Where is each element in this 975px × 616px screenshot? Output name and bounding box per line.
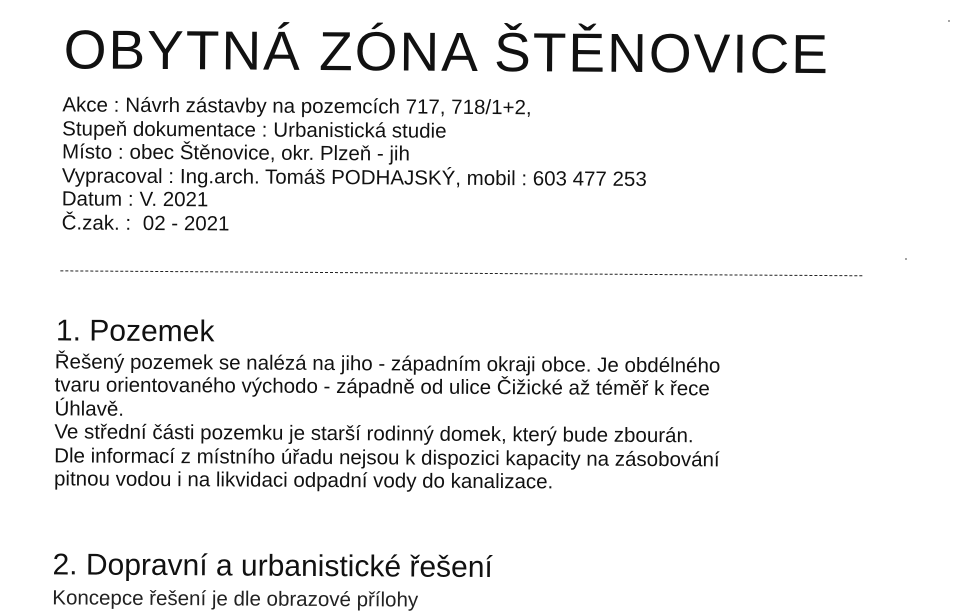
- paragraph-line: Řešený pozemek se nalézá na jiho - západním okraji obce. Je obdélného: [54, 350, 721, 378]
- scan-speck: [905, 258, 907, 260]
- section-body-plot: [54, 350, 875, 495]
- meta-label: Akce :: [62, 93, 120, 117]
- paragraph-line: pitnou vodou i na likvidaci odpadní vody do kanalizace.: [54, 467, 554, 494]
- meta-value: Urbanistická studie: [273, 118, 447, 143]
- meta-value: 02 - 2021: [137, 211, 230, 236]
- meta-label: Místo :: [62, 140, 124, 164]
- meta-line-place: [62, 141, 647, 168]
- meta-line-action: [62, 93, 647, 120]
- meta-value: Ing.arch. Tomáš PODHAJSKÝ, mobil : 603 477 253: [179, 164, 647, 191]
- meta-line-author: [62, 164, 647, 191]
- cut-off-text-line: Koncepce řešení je dle obrazové přílohy: [52, 586, 419, 612]
- paragraph-line: Úhlavě.: [54, 397, 125, 421]
- paragraph-line: tvaru orientovaného východo - západně od ulice Čižické až téměř k řece: [54, 373, 710, 401]
- paragraph-line: Ve střední části pozemku je starší rodinný domek, který bude zbourán.: [54, 420, 694, 448]
- dashed-separator: [60, 270, 862, 276]
- paragraph-line: Dle informací z místního úřadu nejsou k dispozici kapacity na zásobování: [54, 443, 720, 472]
- scan-speck: [948, 20, 950, 22]
- meta-line-date: [62, 188, 647, 215]
- meta-line-stage: [62, 117, 647, 144]
- section-heading-transport: 2. Dopravní a urbanistické řešení: [52, 548, 493, 585]
- meta-label: Stupeň dokumentace :: [62, 116, 268, 142]
- meta-line-order-number: [62, 211, 647, 238]
- meta-value: obec Štěnovice, okr. Plzeň - jih: [129, 140, 410, 166]
- project-metadata: [62, 93, 648, 238]
- document-title: OBYTNÁ ZÓNA ŠTĚNOVICE: [63, 18, 831, 86]
- meta-label: Datum :: [61, 187, 134, 212]
- meta-value: Návrh zástavby na pozemcích 717, 718/1+2,: [125, 93, 532, 120]
- meta-label: Č.zak. :: [61, 211, 132, 235]
- meta-value: V. 2021: [139, 188, 209, 212]
- meta-label: Vypracoval :: [61, 164, 175, 188]
- section-heading-plot: 1. Pozemek: [55, 314, 215, 349]
